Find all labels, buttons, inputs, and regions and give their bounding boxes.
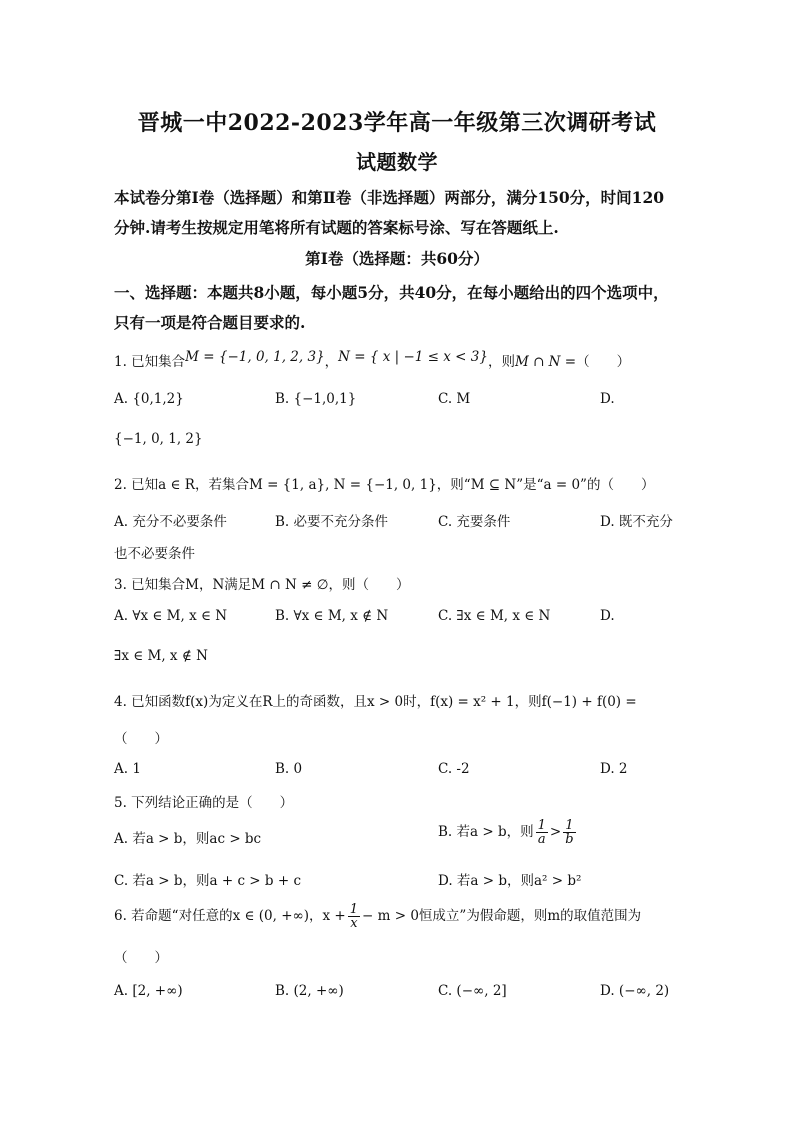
q6-line-post: − m > 0恒成立”为假命题，则m的取值范围为 — [362, 908, 642, 924]
question-3-stem: 3. 已知集合M，N满足M ∩ N ≠ ∅，则（ ） — [114, 577, 410, 593]
q6-option-b: B. (2, +∞) — [275, 983, 344, 999]
intro-line-2: 分钟.请考生按规定用笔将所有试题的答案标号涂、写在答题纸上. — [114, 218, 559, 237]
q2-option-d: D. 既不充分 — [600, 514, 673, 530]
q3-option-c: C. ∃x ∈ M, x ∈ N — [438, 608, 551, 624]
q3-option-d-value: ∃x ∈ M, x ∉ N — [114, 648, 208, 664]
q5-frac2-num: 1 — [563, 819, 575, 833]
q2-option-c: C. 充要条件 — [438, 514, 511, 530]
q1-option-a: A. {0,1,2} — [114, 391, 184, 407]
q6-fraction — [348, 903, 360, 930]
part1-line-2: 只有一项是符合题目要求的. — [114, 313, 306, 332]
q3-option-d: D. — [600, 608, 615, 624]
q1-stem-b: ，则 — [487, 354, 515, 370]
q2-option-b: B. 必要不充分条件 — [275, 514, 389, 530]
q5-option-c: C. 若a > b，则a + c > b + c — [114, 873, 302, 889]
q1-paren: （ ） — [576, 354, 631, 370]
q3-option-b: B. ∀x ∈ M, x ∉ N — [275, 608, 389, 624]
question-5-stem: 5. 下列结论正确的是（ ） — [114, 795, 294, 811]
question-4-stem: 4. 已知函数f(x)为定义在R上的奇函数，且x > 0时，f(x) = x² + 1，则f(−1) + f(0) = — [114, 694, 637, 710]
q4-option-c: C. -2 — [438, 761, 470, 777]
q3-option-a: A. ∀x ∈ M, x ∈ N — [114, 608, 228, 624]
q5-frac1-den: a — [537, 832, 546, 847]
q6-option-c: C. (−∞, 2] — [438, 983, 507, 999]
part1-line-1: 一、选择题：本题共8小题，每小题5分，共40分，在每小题给出的四个选项中， — [114, 283, 669, 302]
q5-option-b — [438, 819, 578, 846]
q5-option-d: D. 若a > b，则a² > b² — [438, 873, 582, 889]
q5-frac1-num: 1 — [537, 818, 546, 833]
q1-set-n: N = { x | −1 ≤ x < 3} — [338, 349, 488, 365]
q6-option-a: A. [2, +∞) — [114, 983, 183, 999]
q6-frac-num: 1 — [349, 902, 359, 917]
q1-stem-a: 1. 已知集合 — [114, 354, 186, 370]
q5-gt: > — [549, 824, 562, 840]
question-1-stem — [114, 350, 630, 370]
q5-fraction-2 — [563, 819, 575, 846]
q6-line-pre: 6. 若命题“对任意的x ∈ (0, +∞)，x + — [114, 908, 346, 924]
q6-frac-den: x — [350, 916, 358, 931]
q2-option-d-cont: 也不必要条件 — [114, 546, 195, 562]
q4-option-b: B. 0 — [275, 761, 303, 777]
page-title: 晋城一中2022-2023学年高一年级第三次调研考试 — [137, 110, 657, 136]
q1-option-b: B. {−1,0,1} — [275, 391, 357, 407]
intro-line-1: 本试卷分第Ⅰ卷（选择题）和第Ⅱ卷（非选择题）两部分，满分150分，时间120 — [114, 188, 665, 207]
q4-option-d: D. 2 — [600, 761, 628, 777]
q6-option-d: D. (−∞, 2) — [600, 983, 670, 999]
q1-option-d-value: {−1, 0, 1, 2} — [114, 431, 203, 447]
q1-sep: ， — [324, 354, 339, 370]
q5-frac2-den: b — [565, 832, 574, 847]
q5-option-a: A. 若a > b，则ac > bc — [114, 831, 262, 847]
q4-option-a: A. 1 — [114, 761, 141, 777]
q5-fraction-1 — [536, 819, 548, 846]
q1-expr: M ∩ N = — [514, 354, 577, 370]
q2-option-a: A. 充分不必要条件 — [114, 514, 227, 530]
section-title: 第Ⅰ卷（选择题：共60分） — [305, 249, 489, 268]
q1-set-m: M = {−1, 0, 1, 2, 3} — [185, 349, 325, 365]
q4-paren: （ ） — [114, 731, 168, 747]
q1-option-c: C. M — [438, 391, 471, 407]
question-2-stem: 2. 已知a ∈ R，若集合M = {1, a}, N = {−1, 0, 1}，则“M ⊆ N”是“a = 0”的（ ） — [114, 477, 655, 493]
question-6-stem — [114, 903, 641, 930]
q5-option-b-prefix: B. 若a > b，则 — [438, 824, 534, 840]
q6-paren: （ ） — [114, 950, 168, 966]
page-subtitle: 试题数学 — [356, 150, 438, 174]
q1-option-d: D. — [600, 391, 615, 407]
